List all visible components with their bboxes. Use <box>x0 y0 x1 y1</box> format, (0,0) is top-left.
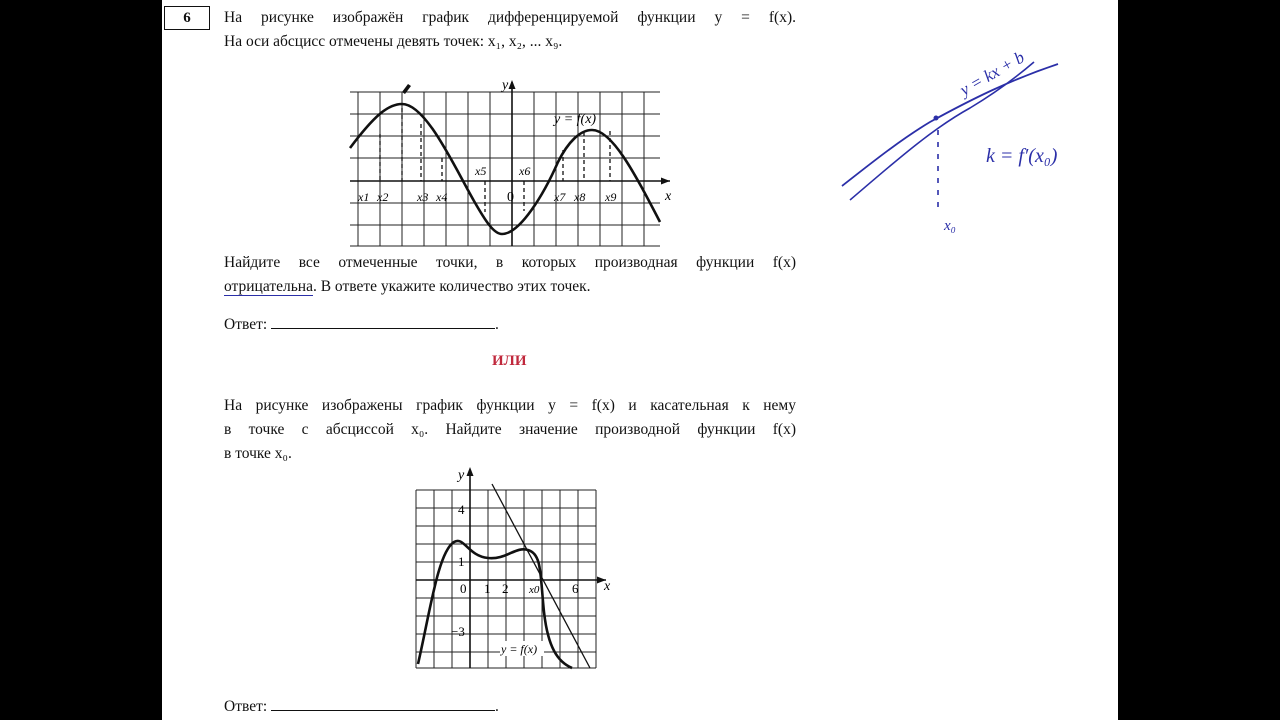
graph1-grid <box>350 92 660 246</box>
answer-row-2 <box>224 696 499 716</box>
answer-label: Ответ: <box>224 316 268 333</box>
tick-origin: 0 <box>460 581 467 596</box>
point-x3: x3 <box>417 190 429 204</box>
task1-line2: На оси абсцисс отмечены девять точек: x₁, x₂, ... x₉. <box>224 33 563 50</box>
point-x4: x4 <box>436 190 448 204</box>
hand-drawn-curve <box>842 64 1058 186</box>
task1-statement <box>224 6 796 54</box>
tick-x-2: 2 <box>502 581 509 596</box>
graph1-curve <box>350 104 660 234</box>
graph2-curve <box>418 541 572 668</box>
tick-y-minus3: −3 <box>451 624 465 639</box>
point-x1: x1 <box>358 190 370 204</box>
task2-statement <box>224 394 796 466</box>
task1-question-rest: . В ответе укажите количество этих точек. <box>312 278 591 295</box>
tick-x-1: 1 <box>484 581 491 596</box>
task2-line2: в точке с абсциссой x₀. Найдите значение производной функции f(x) <box>224 421 796 438</box>
point-x7: x7 <box>554 190 566 204</box>
answer-field[interactable] <box>271 696 495 711</box>
y-axis-arrow <box>509 80 516 89</box>
slope-note: k = f′(x₀) <box>986 145 1058 167</box>
tick-x-6: 6 <box>572 581 579 596</box>
point-x5: x5 <box>475 164 487 178</box>
graph2-x-label: x <box>604 579 611 594</box>
graph2-curve-label: y = f(x) <box>501 642 538 656</box>
tick-y-4: 4 <box>458 502 465 517</box>
graph1-curve-label: y = f(x) <box>554 112 597 127</box>
task1-question <box>224 251 796 299</box>
point-x2: x2 <box>377 190 389 204</box>
task1-question-line2 <box>224 275 796 299</box>
underlined-word: отрицательна <box>224 278 313 295</box>
task1-question-line1: Найдите все отмеченные точки, в которых производная функции f(x) <box>224 254 796 271</box>
tick-x0: x0 <box>529 584 540 596</box>
graph1-sine-plot <box>344 76 680 252</box>
answer-row-1 <box>224 314 499 334</box>
graph1-x-label: x <box>665 189 672 204</box>
x-axis-arrow <box>661 178 670 185</box>
task2-line1: На рисунке изображены график функции y = f(x) и касательная к нему <box>224 397 796 414</box>
task1-line1: На рисунке изображён график дифференцируемой функции y = f(x). <box>224 9 796 26</box>
answer-dot: . <box>495 316 499 333</box>
or-divider: ИЛИ <box>492 353 527 369</box>
x0-note: x₀ <box>944 218 956 234</box>
answer-label: Ответ: <box>224 698 268 715</box>
graph1-origin: 0 <box>507 190 514 205</box>
tangent-point <box>934 116 939 121</box>
task2-line3: в точке x₀. <box>224 445 292 462</box>
graph1-y-label: y <box>502 78 509 93</box>
graph2-y-label: y <box>458 468 465 483</box>
point-x8: x8 <box>574 190 586 204</box>
problem-number: 6 <box>164 6 210 30</box>
handwritten-annotations <box>830 30 1090 250</box>
point-x6: x6 <box>519 164 531 178</box>
point-x9: x9 <box>605 190 617 204</box>
y-axis-arrow <box>467 467 474 476</box>
tangent-equation-note: y = kx + b <box>956 47 1028 100</box>
answer-field[interactable] <box>271 314 495 329</box>
graph2-tangent-plot <box>408 462 618 674</box>
tick-y-1: 1 <box>458 554 465 569</box>
hand-drawn-tangent <box>850 62 1034 200</box>
answer-dot: . <box>495 698 499 715</box>
